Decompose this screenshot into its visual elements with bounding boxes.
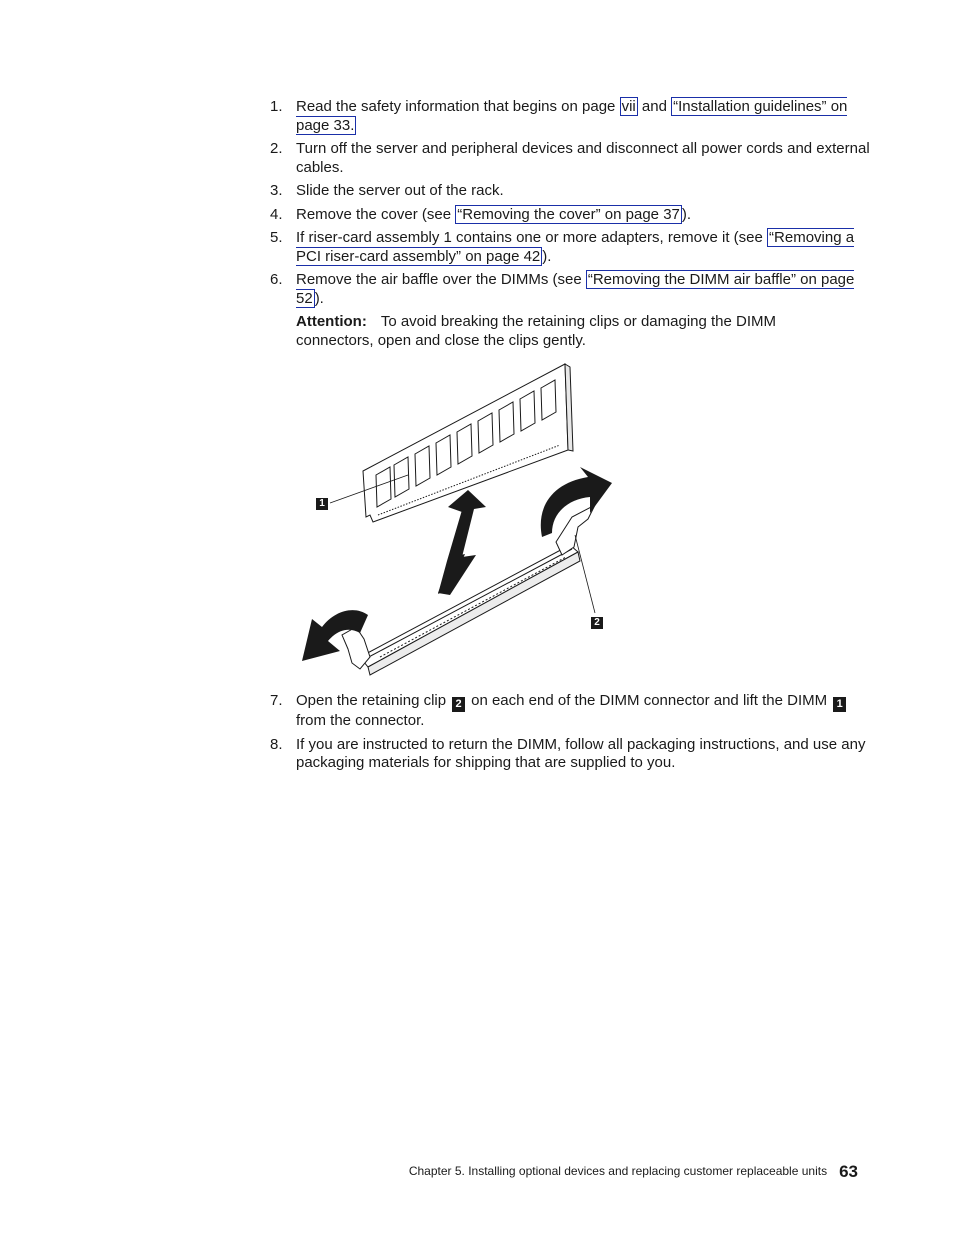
chapter-title: Chapter 5. Installing optional devices and replacing customer replaceable units — [408, 1164, 828, 1178]
step-number: 8. — [270, 735, 283, 753]
dimm-diagram — [290, 357, 620, 682]
procedure-steps-continued — [270, 692, 870, 778]
step-text: and — [637, 98, 672, 115]
step-7 — [270, 692, 870, 731]
step-text: ). — [681, 205, 692, 223]
step-3 — [270, 182, 870, 201]
step-2 — [270, 140, 870, 177]
step-text: Remove the air baffle over the DIMMs (see — [296, 271, 586, 288]
step-text: Open the retaining clip — [296, 692, 447, 709]
callout-retaining-clip: 2 — [591, 617, 603, 629]
step-text: on each end of the DIMM connector and lift the DIMM — [471, 692, 828, 709]
step-text: If you are instructed to return the DIMM, follow all packaging instructions, and use any packaging materials for shipping that are supplied to you. — [296, 735, 866, 771]
link-installation-guidelines[interactable]: “Installation guidelines” on page 33. — [296, 98, 848, 134]
step-1 — [270, 98, 870, 135]
callout-dimm: 1 — [316, 498, 328, 510]
link-page-vii[interactable]: vii — [621, 98, 636, 115]
procedure-steps — [270, 98, 870, 313]
step-8 — [270, 736, 870, 773]
step-number: 4. — [270, 205, 283, 223]
step-number: 6. — [270, 271, 283, 288]
link-removing-riser-card[interactable]: “Removing a PCI riser-card assembly” on page 42 — [296, 229, 855, 265]
link-removing-air-baffle[interactable]: “Removing the DIMM air baffle” on page 52 — [296, 271, 855, 307]
step-text: If riser-card assembly 1 contains one or more adapters, remove it (see — [296, 229, 768, 246]
step-text: ). — [314, 289, 324, 307]
attention-notice — [296, 313, 856, 350]
step-6 — [270, 271, 870, 308]
step-text: Read the safety information that begins on page — [296, 98, 620, 115]
step-text: Slide the server out of the rack. — [296, 182, 504, 199]
step-text: Remove the cover (see — [296, 205, 456, 223]
callout-retaining-clip-ref: 2 — [452, 697, 465, 712]
step-4 — [270, 206, 870, 225]
step-number: 2. — [270, 140, 283, 157]
step-number: 3. — [270, 182, 283, 199]
step-5 — [270, 229, 870, 266]
page-footer — [409, 1162, 858, 1182]
page-number: 63 — [839, 1162, 858, 1181]
attention-label: Attention: — [296, 313, 367, 330]
step-number: 5. — [270, 229, 283, 246]
step-text: from the connector. — [296, 712, 425, 729]
step-number: 7. — [270, 692, 283, 709]
step-text: Turn off the server and peripheral devices and disconnect all power cords and external cables. — [296, 140, 870, 176]
dimm-removal-illustration — [290, 357, 620, 682]
link-removing-cover[interactable]: “Removing the cover” on page 37 — [457, 205, 680, 223]
attention-text: To avoid breaking the retaining clips or damaging the DIMM connectors, open and close the clips gently. — [296, 313, 777, 349]
step-number: 1. — [270, 98, 283, 115]
callout-dimm-ref: 1 — [833, 697, 846, 712]
step-text: ). — [542, 247, 552, 265]
